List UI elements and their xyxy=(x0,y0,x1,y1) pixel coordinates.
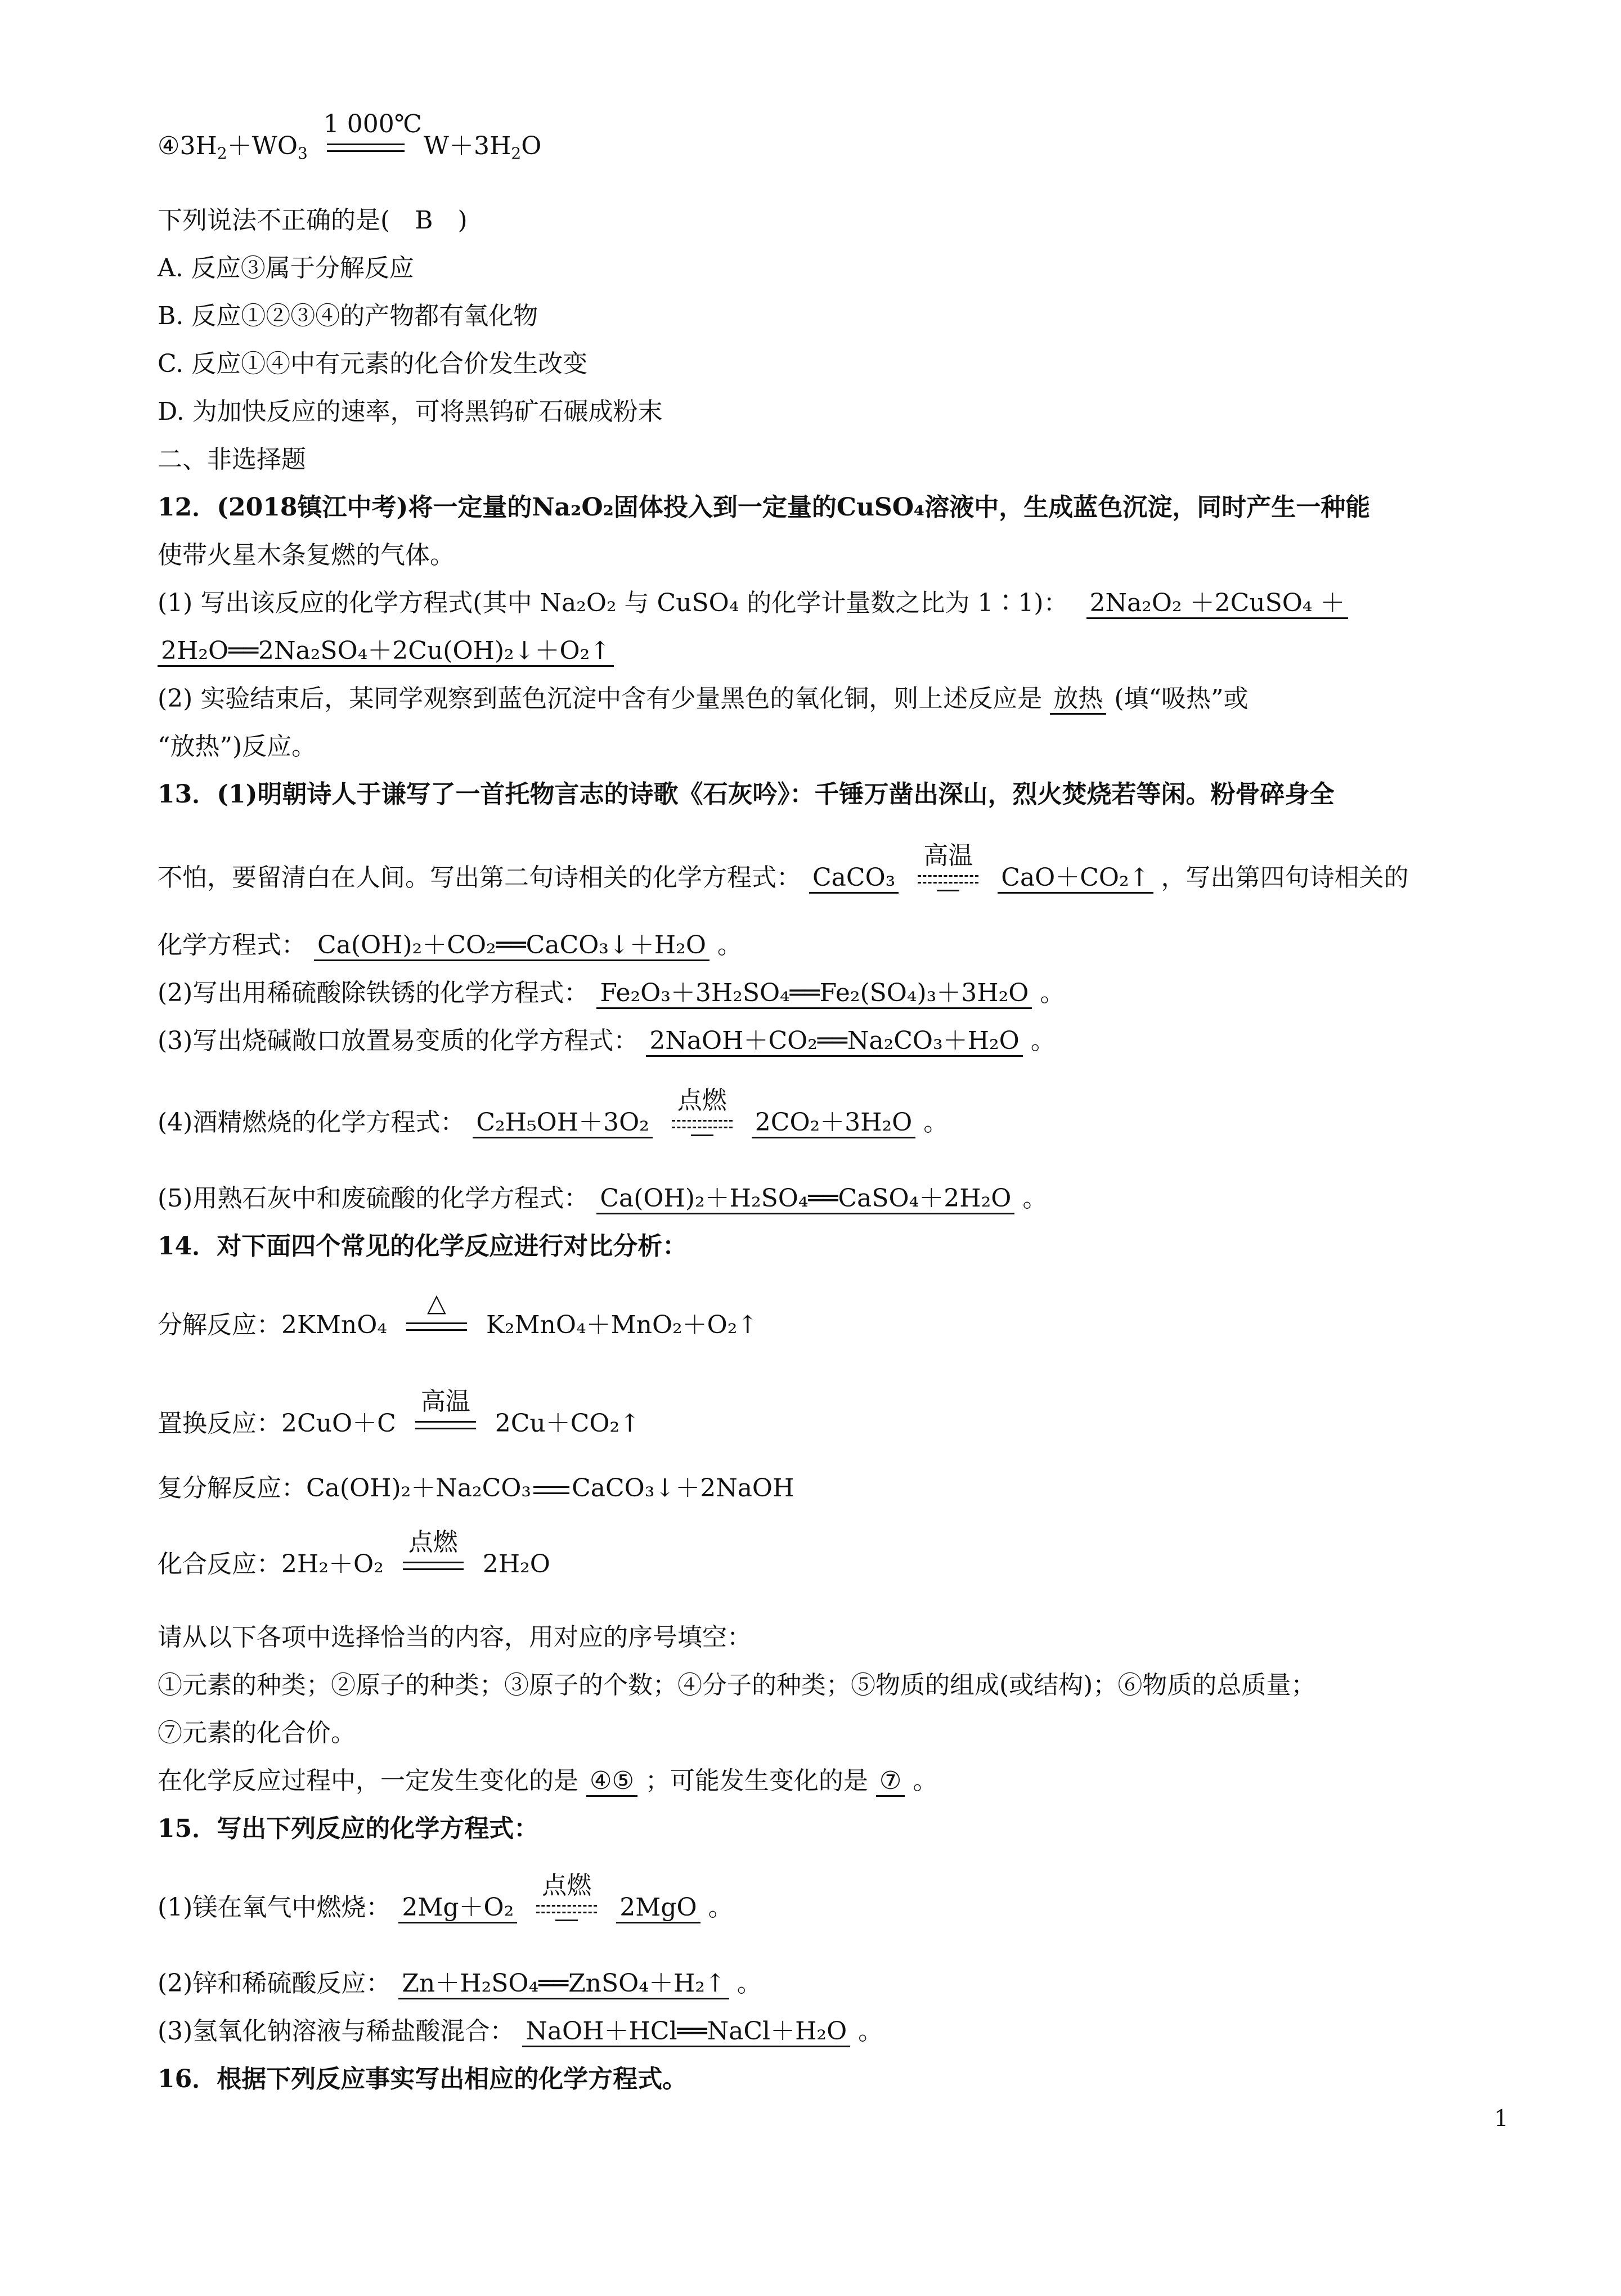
q12-2-line2: “放热”)反应。 xyxy=(158,732,317,761)
q13-1-answer-right: CaO＋CO₂↑ xyxy=(998,863,1153,894)
q12-1-answer-part1: 2Na₂O₂ ＋2CuSO₄ ＋ xyxy=(1086,589,1349,619)
q13-4b-answer-left: C₂H₅OH＋3O₂ xyxy=(473,1108,652,1138)
q14-line1 xyxy=(158,1230,687,1263)
reaction-displacement xyxy=(158,1387,640,1442)
q13-text: 13．(1)明朝诗人于谦写了一首托物言志的诗歌《石灰吟》：千锤万凿出深山，烈火焚烧若等闲。粉骨碎身全 xyxy=(158,780,1335,809)
q15-1-line xyxy=(158,1871,733,1926)
q13-line2 xyxy=(158,841,1409,896)
q15-1-condition xyxy=(533,1871,600,1926)
q14-answer1: ④⑤ xyxy=(586,1766,637,1797)
q14-choices-1: ①元素的种类；②原子的种类；③原子的个数；④分子的种类；⑤物质的组成(或结构)；⑥物质的总质量； xyxy=(158,1671,1316,1699)
eq4-condition xyxy=(323,109,422,165)
q15-1-prompt: (1)镁在氧气中燃烧： xyxy=(158,1893,391,1922)
r4-condition-text: 点燃 xyxy=(408,1527,458,1557)
q13-2-line xyxy=(158,976,1065,1010)
r4-right: 2H₂O xyxy=(482,1550,550,1578)
q15-3-line xyxy=(158,2015,883,2048)
r4-left: 化合反应：2H₂＋O₂ xyxy=(158,1550,384,1578)
q13-2-prompt: (2)写出用稀硫酸除铁锈的化学方程式： xyxy=(158,979,589,1007)
q15-1-end: 。 xyxy=(708,1893,733,1922)
page-number: 1 xyxy=(1494,2106,1508,2132)
q13-5-prompt: (5)用熟石灰中和废硫酸的化学方程式： xyxy=(158,1184,589,1213)
section-heading: 二、非选择题 xyxy=(158,445,306,474)
q14-answer2: ⑦ xyxy=(876,1766,905,1797)
reaction-decomposition xyxy=(158,1288,758,1344)
q13-4-end: 。 xyxy=(717,931,742,959)
eq4-condition-text: 1 000℃ xyxy=(323,109,422,138)
q15-2-prompt: (2)锌和稀硫酸反应： xyxy=(158,1969,391,1998)
q13-4-line xyxy=(158,1086,949,1141)
q13-1-tail: ，写出第四句诗相关的 xyxy=(1161,863,1409,892)
q14-instruction: 请从以下各项中选择恰当的内容，用对应的序号填空： xyxy=(158,1623,752,1652)
q15-2-end: 。 xyxy=(737,1969,762,1998)
option-d: D. 为加快反应的速率，可将黑钨矿石碾成粉末 xyxy=(158,397,663,426)
r2-left: 置换反应：2CuO＋C xyxy=(158,1409,396,1438)
q15-2-answer: Zn＋H₂SO₄══ZnSO₄＋H₂↑ xyxy=(398,1969,729,1999)
q13-5-end: 。 xyxy=(1022,1184,1048,1213)
eq4-left: ④3H xyxy=(158,132,217,160)
r1-right: K₂MnO₄＋MnO₂＋O₂↑ xyxy=(486,1311,758,1339)
r3-left: 复分解反应：Ca(OH)₂＋Na₂CO₃ xyxy=(158,1474,532,1503)
q13-3-line xyxy=(158,1024,1056,1058)
r1-left: 分解反应：2KMnO₄ xyxy=(158,1311,387,1339)
q13-4-prompt: 化学方程式： xyxy=(158,931,306,959)
q12-1-answer-part2: 2H₂O══2Na₂SO₄＋2Cu(OH)₂↓＋O₂↑ xyxy=(158,636,614,667)
q13-2-answer: Fe₂O₃＋3H₂SO₄══Fe₂(SO₄)₃＋3H₂O xyxy=(596,979,1032,1009)
q13-1-condition xyxy=(914,841,982,896)
q15-2-line xyxy=(158,1967,762,2001)
option-b: B. 反应①②③④的产物都有氧化物 xyxy=(158,302,538,330)
r1-condition xyxy=(403,1288,470,1344)
q12-2-answer: 放热 xyxy=(1050,684,1106,715)
q13-1-condition-text: 高温 xyxy=(923,841,973,870)
q13-2-end: 。 xyxy=(1040,979,1065,1007)
q15-line1 xyxy=(158,1812,538,1846)
q13-5-answer: Ca(OH)₂＋H₂SO₄══CaSO₄＋2H₂O xyxy=(596,1184,1014,1214)
q13-3-prompt: (3)写出烧碱敞口放置易变质的化学方程式： xyxy=(158,1026,639,1055)
r2-condition-text: 高温 xyxy=(420,1387,470,1416)
q16-text: 16．根据下列反应事实写出相应的化学方程式。 xyxy=(158,2065,688,2093)
equation-4: $④3H_2+WO_3$ 1 000℃ $W+3H_2O$ xyxy=(158,129,541,165)
q15-1-answer-left: 2Mg＋O₂ xyxy=(398,1893,517,1923)
q13-4b-answer-right: 2CO₂＋3H₂O xyxy=(752,1108,915,1138)
q15-text: 15．写出下列反应的化学方程式： xyxy=(158,1814,539,1843)
r4-condition xyxy=(399,1527,467,1583)
q12-line1 xyxy=(158,491,1370,524)
q14-fill-end: 。 xyxy=(913,1766,938,1795)
r1-condition-text: △ xyxy=(427,1288,446,1317)
q13-4b-prompt: (4)酒精燃烧的化学方程式： xyxy=(158,1108,465,1137)
q14-fill-prompt2: ；可能发生变化的是 xyxy=(645,1766,868,1795)
q15-3-answer: NaOH＋HCl══NaCl＋H₂O xyxy=(522,2017,850,2047)
q15-1-answer-right: 2MgO xyxy=(616,1893,700,1923)
q13-line1 xyxy=(158,778,1334,811)
option-c: C. 反应①④中有元素的化合价发生改变 xyxy=(158,349,588,378)
q12-text: 12．(2018镇江中考)将一定量的Na₂O₂固体投入到一定量的CuSO₄溶液中，生成蓝色沉淀，同时产生一种能 xyxy=(158,493,1371,522)
q13-3-end: 。 xyxy=(1030,1026,1056,1055)
q13-4b-end: 。 xyxy=(923,1108,949,1137)
q12-1-prompt: (1) 写出该反应的化学方程式(其中 Na₂O₂ 与 CuSO₄ 的化学计量数之比为 1∶1)： xyxy=(158,589,1068,617)
q13-4b-condition xyxy=(668,1086,736,1141)
q15-3-prompt: (3)氢氧化钠溶液与稀盐酸混合： xyxy=(158,2017,515,2046)
eq4-right: W＋3H xyxy=(423,132,511,160)
q15-1-condition-text: 点燃 xyxy=(542,1871,592,1900)
q12-2-line1 xyxy=(158,682,1248,716)
q12-2-prompt: (2) 实验结束后，某同学观察到蓝色沉淀中含有少量黑色的氧化铜，则上述反应是 xyxy=(158,684,1043,713)
q14-fill-prompt1: 在化学反应过程中，一定发生变化的是 xyxy=(158,1766,578,1795)
q13-line3 xyxy=(158,929,742,962)
question-stem: 下列说法不正确的是( B ) xyxy=(158,206,468,235)
q15-3-end: 。 xyxy=(858,2017,883,2046)
q12-1-line2 xyxy=(158,634,614,668)
option-a: A. 反应③属于分解反应 xyxy=(158,254,414,282)
q14-choices-2: ⑦元素的化合价。 xyxy=(158,1719,356,1747)
reaction-combination xyxy=(158,1527,550,1583)
q13-4b-condition-text: 点燃 xyxy=(677,1086,727,1115)
reaction-double-decomposition xyxy=(158,1472,794,1505)
q16-line xyxy=(158,2062,687,2096)
q12-1-line1 xyxy=(158,586,1348,620)
q13-4-answer: Ca(OH)₂＋CO₂══CaCO₃↓＋H₂O xyxy=(314,931,710,961)
q12-line2: 使带火星木条复燃的气体。 xyxy=(158,541,455,569)
r2-condition xyxy=(412,1387,479,1442)
q12-2-hint: (填“吸热”或 xyxy=(1114,684,1249,713)
q14-text: 14．对下面四个常见的化学反应进行对比分析： xyxy=(158,1232,688,1261)
q13-1-answer-left: CaCO₃ xyxy=(809,863,899,894)
eq4-right-end: O xyxy=(521,132,542,160)
q14-fill-line xyxy=(158,1764,937,1798)
q13-1-prompt: 不怕，要留清白在人间。写出第二句诗相关的化学方程式： xyxy=(158,863,801,892)
r3-right: CaCO₃↓＋2NaOH xyxy=(572,1474,794,1503)
eq4-mid: ＋WO xyxy=(227,132,298,160)
q13-5-line xyxy=(158,1182,1047,1216)
q13-3-answer: 2NaOH＋CO₂══Na₂CO₃＋H₂O xyxy=(646,1026,1022,1057)
r2-right: 2Cu＋CO₂↑ xyxy=(495,1409,640,1438)
